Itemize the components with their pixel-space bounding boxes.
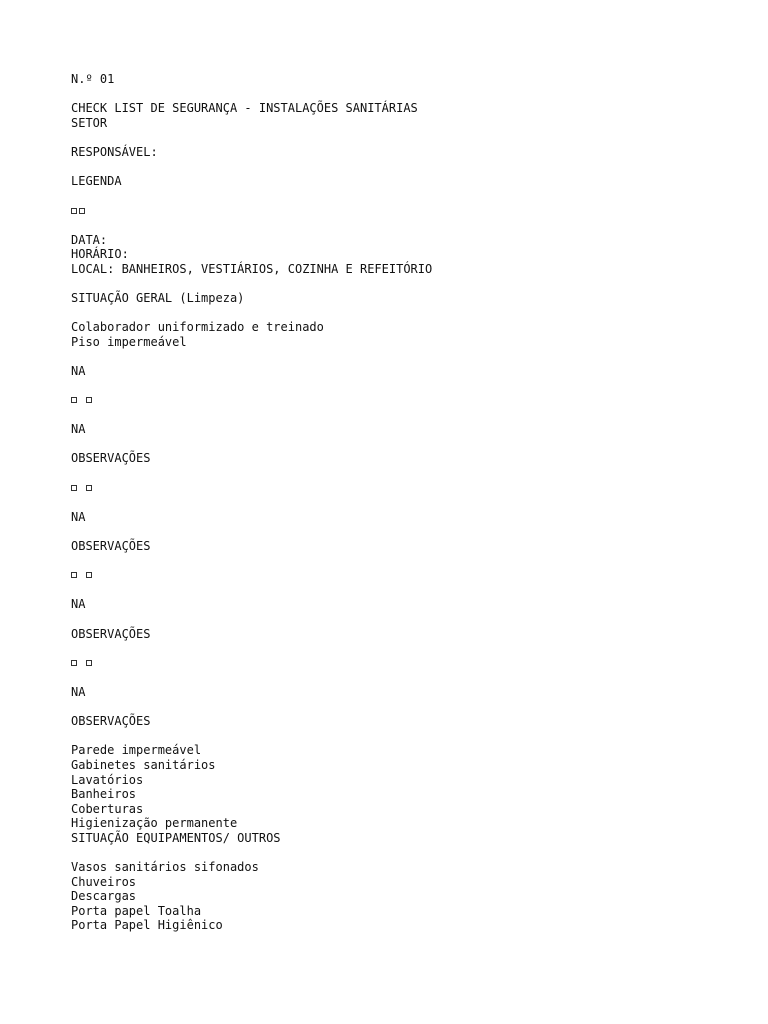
document-number: N.º 01 bbox=[71, 72, 115, 86]
spacer bbox=[71, 160, 751, 175]
spacer bbox=[71, 729, 751, 744]
spacer bbox=[71, 845, 751, 860]
checkbox-icon[interactable] bbox=[86, 397, 92, 403]
situacao-geral-heading: SITUAÇÃO GERAL (Limpeza) bbox=[71, 290, 245, 305]
checklist-document bbox=[71, 72, 751, 933]
checkbox-pair bbox=[71, 481, 751, 496]
checkbox-icon[interactable] bbox=[71, 397, 77, 403]
item-equipamento: Descargas bbox=[71, 889, 137, 904]
spacer bbox=[71, 408, 751, 423]
spacer bbox=[71, 349, 751, 364]
na-label: NA bbox=[71, 509, 86, 524]
horario-label: HORÁRIO: bbox=[71, 247, 129, 262]
item-limpeza: Gabinetes sanitários bbox=[71, 757, 216, 772]
na-label: NA bbox=[71, 597, 86, 612]
observacoes-label: OBSERVAÇÕES bbox=[71, 451, 151, 466]
checkbox-icon[interactable] bbox=[71, 208, 77, 214]
setor-label: SETOR bbox=[71, 115, 108, 130]
spacer bbox=[71, 189, 751, 204]
spacer bbox=[71, 524, 751, 539]
checkbox-pair bbox=[71, 393, 751, 408]
checkbox-icon[interactable] bbox=[86, 660, 92, 666]
item-equipamento: Porta papel Toalha bbox=[71, 903, 202, 918]
item-limpeza: Banheiros bbox=[71, 787, 137, 802]
document-title: CHECK LIST DE SEGURANÇA - INSTALAÇÕES SANITÁRIAS bbox=[71, 101, 418, 116]
spacer bbox=[71, 670, 751, 685]
item-equipamento: Porta Papel Higiênico bbox=[71, 918, 223, 933]
spacer bbox=[71, 218, 751, 233]
spacer bbox=[71, 466, 751, 481]
checkbox-icon[interactable] bbox=[79, 208, 85, 214]
spacer bbox=[71, 130, 751, 145]
situacao-equipamentos-heading: SITUAÇÃO EQUIPAMENTOS/ OUTROS bbox=[71, 830, 281, 845]
observacoes-label: OBSERVAÇÕES bbox=[71, 539, 151, 553]
item-piso: Piso impermeável bbox=[71, 334, 187, 349]
item-colaborador: Colaborador uniformizado e treinado bbox=[71, 320, 324, 335]
spacer bbox=[71, 641, 751, 656]
legenda-label: LEGENDA bbox=[71, 174, 122, 189]
observacoes-label: OBSERVAÇÕES bbox=[71, 626, 151, 641]
checkbox-icon[interactable] bbox=[71, 572, 77, 578]
responsavel-label: RESPONSÁVEL: bbox=[71, 144, 158, 159]
item-limpeza: Parede impermeável bbox=[71, 743, 202, 758]
checkbox-icon[interactable] bbox=[86, 485, 92, 491]
checkbox-pair bbox=[71, 656, 751, 671]
na-label: NA bbox=[71, 684, 86, 699]
spacer bbox=[71, 583, 751, 598]
spacer bbox=[71, 495, 751, 510]
observacoes-label: OBSERVAÇÕES bbox=[71, 714, 151, 729]
item-limpeza: Higienização permanente bbox=[71, 816, 238, 831]
checkbox-icon[interactable] bbox=[71, 485, 77, 491]
item-limpeza: Lavatórios bbox=[71, 772, 144, 787]
item-limpeza: Coberturas bbox=[71, 801, 144, 816]
na-label: NA bbox=[71, 422, 86, 437]
spacer bbox=[71, 276, 751, 291]
na-label: NA bbox=[71, 363, 86, 378]
checkbox-icon[interactable] bbox=[86, 572, 92, 578]
local-label: LOCAL: BANHEIROS, VESTIÁRIOS, COZINHA E REFEITÓRIO bbox=[71, 261, 433, 276]
spacer bbox=[71, 700, 751, 715]
checkbox-pair bbox=[71, 568, 751, 583]
item-equipamento: Chuveiros bbox=[71, 874, 137, 889]
legend-checkboxes bbox=[71, 203, 751, 218]
spacer bbox=[71, 87, 751, 102]
spacer bbox=[71, 306, 751, 321]
spacer bbox=[71, 378, 751, 393]
checkbox-icon[interactable] bbox=[71, 660, 77, 666]
spacer bbox=[71, 554, 751, 569]
data-label: DATA: bbox=[71, 232, 108, 247]
item-equipamento: Vasos sanitários sifonados bbox=[71, 860, 259, 875]
spacer bbox=[71, 437, 751, 452]
spacer bbox=[71, 612, 751, 627]
